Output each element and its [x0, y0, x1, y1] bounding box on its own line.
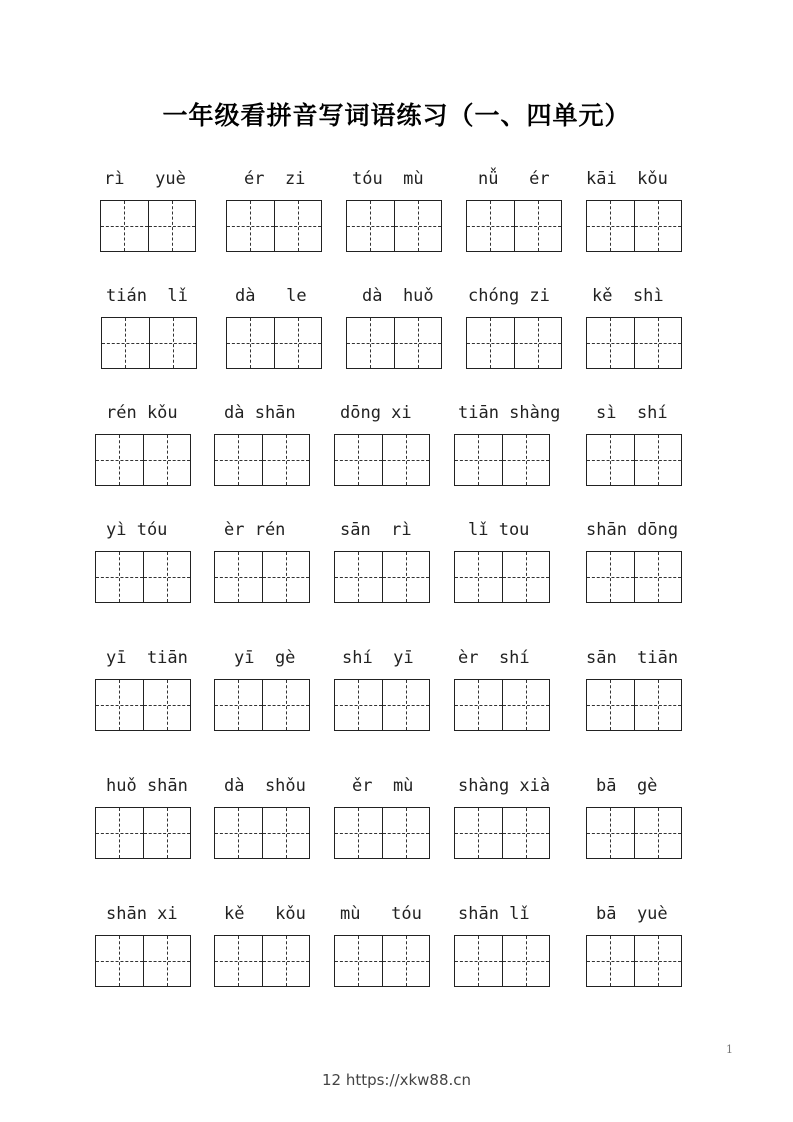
pinyin-label: dà shān — [224, 403, 296, 423]
guide-line-horizontal — [101, 226, 148, 227]
writing-grid[interactable] — [214, 679, 310, 731]
character-cell[interactable] — [96, 435, 143, 485]
character-cell[interactable] — [215, 936, 262, 986]
pinyin-label: kě shì — [592, 286, 664, 306]
guide-line-horizontal — [96, 705, 143, 706]
worksheet-title: 一年级看拼音写词语练习（一、四单元） — [162, 101, 631, 130]
character-cell[interactable] — [215, 808, 262, 858]
pinyin-label: sān rì — [340, 520, 412, 540]
character-cell[interactable] — [382, 552, 429, 602]
character-cell[interactable] — [455, 808, 502, 858]
guide-line-horizontal — [455, 705, 502, 706]
guide-line-horizontal — [587, 961, 634, 962]
pinyin-label: dà huǒ — [362, 286, 434, 306]
guide-line-horizontal — [503, 705, 549, 706]
pinyin-label: dà le — [235, 286, 307, 306]
pinyin-label: chóng zi — [468, 286, 550, 306]
writing-grid[interactable] — [586, 200, 682, 252]
writing-grid[interactable] — [454, 434, 550, 486]
guide-line-horizontal — [144, 833, 190, 834]
guide-line-horizontal — [587, 833, 634, 834]
guide-line-horizontal — [587, 460, 634, 461]
guide-line-horizontal — [335, 833, 382, 834]
guide-line-horizontal — [347, 343, 394, 344]
writing-grid[interactable] — [95, 551, 191, 603]
character-cell[interactable] — [148, 201, 195, 251]
writing-grid[interactable] — [346, 317, 442, 369]
character-cell[interactable] — [587, 936, 634, 986]
writing-grid[interactable] — [346, 200, 442, 252]
guide-line-horizontal — [635, 226, 681, 227]
character-cell[interactable] — [143, 808, 190, 858]
character-cell[interactable] — [382, 936, 429, 986]
character-cell[interactable] — [394, 318, 441, 368]
guide-line-horizontal — [149, 226, 195, 227]
character-cell[interactable] — [382, 808, 429, 858]
character-cell[interactable] — [215, 680, 262, 730]
guide-line-horizontal — [150, 343, 196, 344]
writing-grid[interactable] — [101, 317, 197, 369]
character-cell[interactable] — [96, 552, 143, 602]
character-cell[interactable] — [96, 936, 143, 986]
guide-line-horizontal — [455, 577, 502, 578]
character-cell[interactable] — [467, 318, 514, 368]
character-cell[interactable] — [143, 936, 190, 986]
character-cell[interactable] — [274, 201, 321, 251]
guide-line-horizontal — [227, 226, 274, 227]
guide-line-horizontal — [587, 226, 634, 227]
writing-grid[interactable] — [586, 551, 682, 603]
guide-line-horizontal — [263, 961, 309, 962]
writing-grid[interactable] — [95, 679, 191, 731]
guide-line-horizontal — [102, 343, 149, 344]
guide-line-horizontal — [263, 577, 309, 578]
character-cell[interactable] — [262, 808, 309, 858]
character-cell[interactable] — [455, 552, 502, 602]
guide-line-horizontal — [215, 833, 262, 834]
guide-line-horizontal — [383, 705, 429, 706]
pinyin-label: nǚ ér — [478, 169, 550, 189]
guide-line-horizontal — [335, 460, 382, 461]
character-cell[interactable] — [394, 201, 441, 251]
character-cell[interactable] — [143, 552, 190, 602]
footer-url: 12 https://xkw88.cn — [321, 1071, 472, 1089]
pinyin-label: kě kǒu — [224, 904, 306, 924]
pinyin-label: yì tóu — [106, 520, 168, 540]
guide-line-horizontal — [395, 226, 441, 227]
character-cell[interactable] — [455, 936, 502, 986]
guide-line-horizontal — [144, 460, 190, 461]
pinyin-label: bā gè — [596, 776, 658, 796]
guide-line-horizontal — [144, 577, 190, 578]
guide-line-horizontal — [263, 705, 309, 706]
character-cell[interactable] — [101, 201, 148, 251]
guide-line-horizontal — [383, 460, 429, 461]
character-cell[interactable] — [502, 552, 549, 602]
writing-grid[interactable] — [226, 200, 322, 252]
character-cell[interactable] — [587, 680, 634, 730]
guide-line-horizontal — [263, 833, 309, 834]
writing-grid[interactable] — [454, 679, 550, 731]
character-cell[interactable] — [514, 201, 561, 251]
writing-grid[interactable] — [586, 317, 682, 369]
pinyin-label: èr shí — [458, 648, 530, 668]
character-cell[interactable] — [502, 680, 549, 730]
pinyin-label: kāi kǒu — [586, 169, 668, 189]
character-cell[interactable] — [467, 201, 514, 251]
character-cell[interactable] — [587, 318, 634, 368]
writing-grid[interactable] — [454, 935, 550, 987]
guide-line-horizontal — [635, 460, 681, 461]
character-cell[interactable] — [382, 680, 429, 730]
writing-grid[interactable] — [334, 935, 430, 987]
pinyin-label: rì yuè — [104, 169, 186, 189]
guide-line-horizontal — [96, 961, 143, 962]
pinyin-label: shàng xià — [458, 776, 551, 796]
guide-line-horizontal — [635, 705, 681, 706]
guide-line-horizontal — [383, 577, 429, 578]
guide-line-horizontal — [335, 705, 382, 706]
character-cell[interactable] — [587, 552, 634, 602]
character-cell[interactable] — [455, 680, 502, 730]
guide-line-horizontal — [96, 833, 143, 834]
guide-line-horizontal — [335, 577, 382, 578]
writing-grid[interactable] — [454, 551, 550, 603]
guide-line-horizontal — [275, 226, 321, 227]
guide-line-horizontal — [515, 226, 561, 227]
pinyin-label: ěr mù — [352, 776, 414, 796]
guide-line-horizontal — [215, 460, 262, 461]
character-cell[interactable] — [587, 435, 634, 485]
pinyin-label: sān tiān — [586, 648, 679, 668]
writing-grid[interactable] — [334, 679, 430, 731]
character-cell[interactable] — [502, 936, 549, 986]
guide-line-horizontal — [515, 343, 561, 344]
pinyin-label: tiān shàng — [458, 403, 561, 423]
writing-grid[interactable] — [586, 807, 682, 859]
writing-grid[interactable] — [454, 807, 550, 859]
character-cell[interactable] — [634, 318, 681, 368]
character-cell[interactable] — [335, 936, 382, 986]
guide-line-horizontal — [144, 961, 190, 962]
pinyin-label: ér zi — [244, 169, 306, 189]
writing-grid[interactable] — [586, 434, 682, 486]
character-cell[interactable] — [215, 552, 262, 602]
guide-line-horizontal — [455, 961, 502, 962]
pinyin-label: shān dōng — [586, 520, 679, 540]
character-cell[interactable] — [143, 680, 190, 730]
character-cell[interactable] — [215, 435, 262, 485]
character-cell[interactable] — [587, 201, 634, 251]
character-cell[interactable] — [634, 201, 681, 251]
guide-line-horizontal — [383, 833, 429, 834]
character-cell[interactable] — [262, 435, 309, 485]
pinyin-label: huǒ shān — [106, 776, 188, 796]
character-cell[interactable] — [143, 435, 190, 485]
guide-line-horizontal — [96, 577, 143, 578]
guide-line-horizontal — [455, 833, 502, 834]
writing-grid[interactable] — [226, 317, 322, 369]
writing-grid[interactable] — [334, 807, 430, 859]
guide-line-horizontal — [503, 833, 549, 834]
guide-line-horizontal — [347, 226, 394, 227]
character-cell[interactable] — [347, 201, 394, 251]
character-cell[interactable] — [382, 435, 429, 485]
character-cell[interactable] — [634, 936, 681, 986]
guide-line-horizontal — [335, 961, 382, 962]
guide-line-horizontal — [635, 961, 681, 962]
character-cell[interactable] — [96, 808, 143, 858]
character-cell[interactable] — [262, 936, 309, 986]
pinyin-label: sì shí — [596, 403, 668, 423]
pinyin-label: tián lǐ — [106, 286, 188, 306]
pinyin-label: èr rén — [224, 520, 286, 540]
guide-line-horizontal — [96, 460, 143, 461]
writing-grid[interactable] — [334, 551, 430, 603]
guide-line-horizontal — [215, 577, 262, 578]
pinyin-label: dà shǒu — [224, 776, 306, 796]
guide-line-horizontal — [144, 705, 190, 706]
guide-line-horizontal — [467, 343, 514, 344]
guide-line-horizontal — [215, 705, 262, 706]
character-cell[interactable] — [274, 318, 321, 368]
character-cell[interactable] — [149, 318, 196, 368]
writing-grid[interactable] — [466, 317, 562, 369]
pinyin-label: shí yī — [342, 648, 414, 668]
character-cell[interactable] — [335, 435, 382, 485]
character-cell[interactable] — [587, 808, 634, 858]
pinyin-label: shān xi — [106, 904, 178, 924]
writing-grid[interactable] — [214, 935, 310, 987]
character-cell[interactable] — [335, 808, 382, 858]
character-cell[interactable] — [634, 680, 681, 730]
pinyin-label: yī tiān — [106, 648, 188, 668]
guide-line-horizontal — [263, 460, 309, 461]
character-cell[interactable] — [96, 680, 143, 730]
character-cell[interactable] — [502, 435, 549, 485]
writing-grid[interactable] — [95, 807, 191, 859]
character-cell[interactable] — [634, 435, 681, 485]
guide-line-horizontal — [635, 343, 681, 344]
page-number: 1 — [726, 1043, 733, 1056]
writing-grid[interactable] — [334, 434, 430, 486]
character-cell[interactable] — [347, 318, 394, 368]
guide-line-horizontal — [587, 577, 634, 578]
writing-grid[interactable] — [214, 551, 310, 603]
guide-line-horizontal — [587, 705, 634, 706]
character-cell[interactable] — [634, 808, 681, 858]
character-cell[interactable] — [502, 808, 549, 858]
guide-line-horizontal — [587, 343, 634, 344]
pinyin-label: dōng xi — [340, 403, 412, 423]
writing-grid[interactable] — [214, 807, 310, 859]
character-cell[interactable] — [227, 201, 274, 251]
writing-grid[interactable] — [586, 935, 682, 987]
character-cell[interactable] — [227, 318, 274, 368]
pinyin-label: mù tóu — [340, 904, 422, 924]
guide-line-horizontal — [227, 343, 274, 344]
pinyin-label: lǐ tou — [468, 520, 530, 540]
character-cell[interactable] — [262, 680, 309, 730]
guide-line-horizontal — [635, 577, 681, 578]
pinyin-label: bā yuè — [596, 904, 668, 924]
guide-line-horizontal — [275, 343, 321, 344]
guide-line-horizontal — [215, 961, 262, 962]
writing-grid[interactable] — [466, 200, 562, 252]
guide-line-horizontal — [383, 961, 429, 962]
character-cell[interactable] — [335, 552, 382, 602]
pinyin-label: tóu mù — [352, 169, 424, 189]
guide-line-horizontal — [503, 577, 549, 578]
character-cell[interactable] — [262, 552, 309, 602]
pinyin-label: rén kǒu — [106, 403, 178, 423]
character-cell[interactable] — [102, 318, 149, 368]
character-cell[interactable] — [634, 552, 681, 602]
guide-line-horizontal — [635, 833, 681, 834]
guide-line-horizontal — [503, 961, 549, 962]
character-cell[interactable] — [514, 318, 561, 368]
pinyin-label: yī gè — [234, 648, 296, 668]
guide-line-horizontal — [455, 460, 502, 461]
character-cell[interactable] — [335, 680, 382, 730]
writing-grid[interactable] — [214, 434, 310, 486]
character-cell[interactable] — [455, 435, 502, 485]
writing-grid[interactable] — [95, 935, 191, 987]
guide-line-horizontal — [503, 460, 549, 461]
writing-grid[interactable] — [95, 434, 191, 486]
writing-grid[interactable] — [100, 200, 196, 252]
guide-line-horizontal — [467, 226, 514, 227]
guide-line-horizontal — [395, 343, 441, 344]
pinyin-label: shān lǐ — [458, 904, 530, 924]
writing-grid[interactable] — [586, 679, 682, 731]
